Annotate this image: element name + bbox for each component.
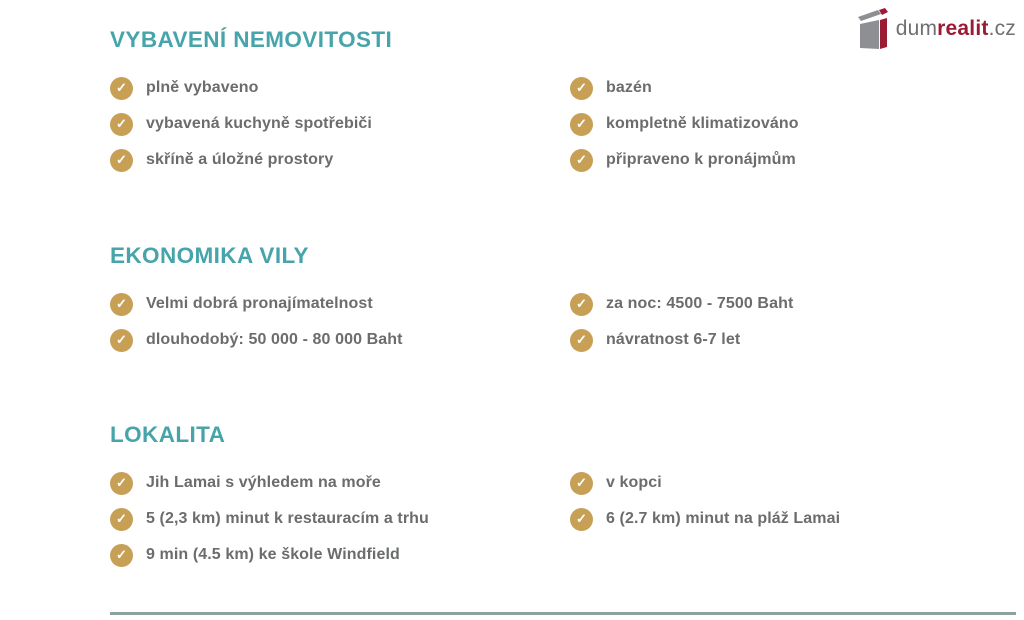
section-title: EKONOMIKA VILY <box>110 243 309 268</box>
check-icon: ✓ <box>110 77 133 100</box>
feature-item <box>570 508 1016 531</box>
feature-item <box>110 77 570 100</box>
check-icon: ✓ <box>110 544 133 567</box>
feature-item <box>570 77 1016 100</box>
feature-item <box>110 544 570 567</box>
check-icon: ✓ <box>110 149 133 172</box>
feature-label: skříně a úložné prostory <box>146 151 334 168</box>
feature-row <box>110 106 1016 142</box>
section-title: LOKALITA <box>110 422 226 447</box>
check-icon: ✓ <box>570 113 593 136</box>
feature-label: připraveno k pronájmům <box>606 151 796 168</box>
feature-rows <box>110 465 1016 573</box>
feature-label: vybavená kuchyně spotřebiči <box>146 115 372 132</box>
feature-item <box>570 472 1016 495</box>
check-icon: ✓ <box>570 77 593 100</box>
feature-item <box>570 149 1016 172</box>
feature-row <box>110 70 1016 106</box>
section-ekonomika-vily <box>110 244 1016 358</box>
feature-label: za noc: 4500 - 7500 Baht <box>606 295 794 312</box>
check-icon: ✓ <box>570 329 593 352</box>
feature-label: v kopci <box>606 474 662 491</box>
feature-row <box>110 286 1016 322</box>
check-icon: ✓ <box>570 508 593 531</box>
section-lokalita <box>110 423 1016 573</box>
feature-label: 6 (2.7 km) minut na pláž Lamai <box>606 510 841 527</box>
check-icon: ✓ <box>110 508 133 531</box>
feature-row <box>110 501 1016 537</box>
logo-accent: realit <box>937 17 989 40</box>
check-icon: ✓ <box>570 472 593 495</box>
logo-suffix: .cz <box>988 17 1016 40</box>
feature-item <box>110 472 570 495</box>
feature-label: návratnost 6-7 let <box>606 331 741 348</box>
feature-item <box>570 293 1016 316</box>
logo-prefix: dum <box>895 17 938 40</box>
feature-row <box>110 142 1016 178</box>
feature-rows <box>110 70 1016 178</box>
check-icon: ✓ <box>110 293 133 316</box>
feature-item <box>110 113 570 136</box>
section-vybaveni-nemovitosti <box>110 28 1016 178</box>
feature-label: bazén <box>606 79 652 96</box>
feature-item <box>570 113 1016 136</box>
feature-label: kompletně klimatizováno <box>606 115 799 132</box>
section-title: VYBAVENÍ NEMOVITOSTI <box>110 27 393 52</box>
feature-row <box>110 322 1016 358</box>
feature-row <box>110 537 1016 573</box>
bottom-divider <box>110 612 1016 615</box>
feature-item <box>110 329 570 352</box>
check-icon: ✓ <box>110 113 133 136</box>
feature-label: Jih Lamai s výhledem na moře <box>146 474 381 491</box>
feature-item <box>110 508 570 531</box>
feature-label: plně vybaveno <box>146 79 259 96</box>
feature-item <box>110 293 570 316</box>
feature-item <box>570 329 1016 352</box>
check-icon: ✓ <box>570 149 593 172</box>
feature-label: 5 (2,3 km) minut k restauracím a trhu <box>146 510 429 527</box>
check-icon: ✓ <box>110 472 133 495</box>
feature-rows <box>110 286 1016 358</box>
feature-label: Velmi dobrá pronajímatelnost <box>146 295 373 312</box>
check-icon: ✓ <box>110 329 133 352</box>
feature-label: 9 min (4.5 km) ke škole Windfield <box>146 546 400 563</box>
check-icon: ✓ <box>570 293 593 316</box>
feature-row <box>110 465 1016 501</box>
feature-item <box>110 149 570 172</box>
feature-label: dlouhodobý: 50 000 - 80 000 Baht <box>146 331 403 348</box>
